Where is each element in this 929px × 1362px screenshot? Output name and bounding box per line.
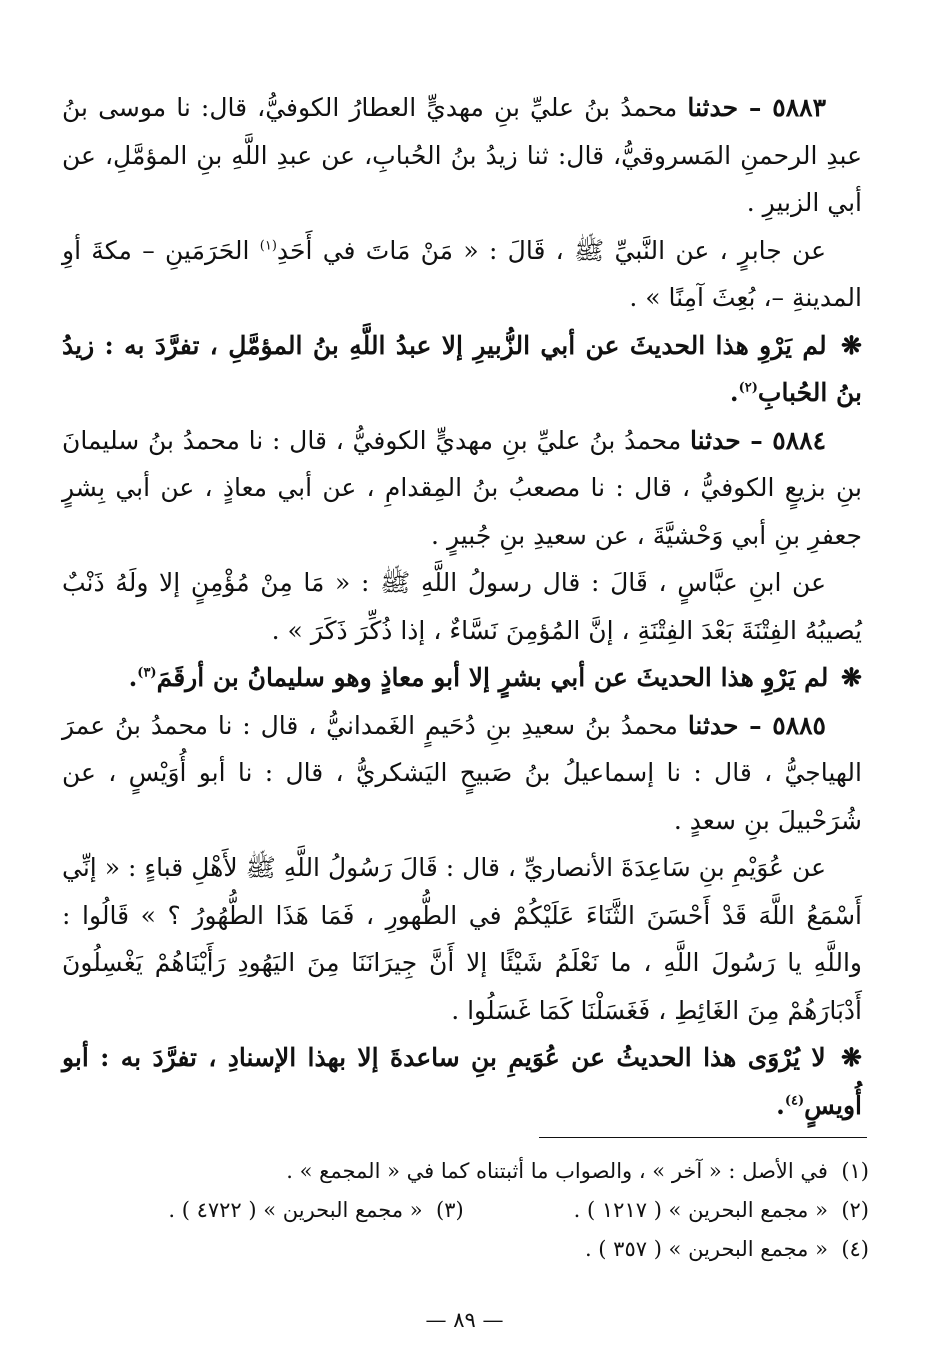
footnote-text: « مجمع البحرين » ( ١٢١٧ ) . [573, 1198, 828, 1222]
hadith-5884-note [62, 654, 862, 702]
hadith-5885-note [62, 1034, 862, 1129]
footnotes-section [69, 1152, 869, 1269]
matn-text: عن ابنِ عبَّاسٍ ، قَالَ : قال رسولُ اللَّهِ ﷺ : « مَا مِنْ مُؤْمِنٍ إلا ولَهُ ذَنْبٌ يُصيبُهُ الفِتْنَةَ بَعْدَ الفِتْنَةِ ، إنَّ المُؤمِنَ نَسَّاءٌ ، إذا ذُكِّرَ ذَكَرَ » . [62, 568, 862, 645]
footnote-number: (٢) [841, 1198, 869, 1222]
hadith-5884-matn [62, 559, 862, 654]
isnad-text: محمدُ بنُ عليِّ بنِ مهديٍّ العطارُ الكوفيُّ، قال: نا موسى بنُ عبدِ الرحمنِ المَسروقيُّ، قال: ثنا زيدُ بنُ الحُبابِ، عن عبدِ اللَّهِ بنِ المؤمَّلِ، عن أبي الزبيرِ . [62, 93, 862, 217]
matn-text: عن عُوَيْمِ بنِ سَاعِدَةَ الأنصاريِّ ، قال : قَالَ رَسُولُ اللَّهِ ﷺ لأَهْلِ قباءٍ : « إنِّي أَسْمَعُ اللَّهَ قَدْ أَحْسَنَ الثَّنَاءَ عَلَيْكُمْ في الطُّهورِ ، فَمَا هَذَا الطُّهُورُ ؟ » قَالُوا : واللَّهِ يا رَسُولَ اللَّهِ ، ما نَعْلَمُ شَيْئًا إلا أَنَّ جِيرَانَنَا مِنَ اليَهُودِ رَأَيْنَاهُمْ يَغْسِلُونَ أَدْبَارَهُمْ مِنَ الغَائِطِ ، فَغَسَلْنَا كَمَا غَسَلُوا . [62, 853, 862, 1025]
note-text: لم يَرْوِ هذا الحديثَ عن أبي الزُّبيرِ إلا عبدُ اللَّهِ بنُ المؤمَّلِ ، تفرَّدَ به : زيدُ بنُ الحُبابِ [62, 330, 862, 407]
footnote-mark: (٣) [137, 665, 157, 681]
isnad-text: محمدُ بنُ عليِّ بنِ مهديٍّ الكوفيُّ ، قال : نا محمدُ بنُ سليمانَ بنِ بزيعٍ الكوفيُّ ، قال : نا مصعبُ بنُ المِقدامِ ، عن أبي معاذٍ ، عن أبي بِشرٍ جعفرِ بنِ أبي وَحْشيَّةَ ، عن سعيدِ بنِ جُبيرٍ . [62, 425, 862, 550]
hadith-5883-isnad [62, 84, 862, 227]
footnote-text: في الأصل : « آخر » ، والصواب ما أثبتناه كما في « المجمع » . [286, 1159, 828, 1183]
note-end: . [128, 663, 138, 692]
star-ornament-icon: ❋ [841, 663, 862, 692]
note-text: لم يَرْوِ هذا الحديثَ عن أبي بشرٍ إلا أبو معاذٍ وهو سليمانُ بن أرقَمَ [156, 663, 829, 692]
hadith-5883-note [62, 322, 862, 417]
footnote-number: (٣) [435, 1198, 464, 1222]
hadith-5885-isnad [62, 702, 862, 845]
hadith-dash: – [738, 93, 773, 122]
note-end: . [729, 378, 739, 407]
matn-text: عن جابرٍ ، عن النَّبيِّ ﷺ ، قَالَ : « مَنْ مَاتَ في أَحَدِ [276, 235, 826, 265]
note-text: لا يُرْوَى هذا الحديثُ عن عُوَيمِ بنِ ساعدةَ إلا بهذا الإسنادِ ، تفرَّدَ به : أبو أُويسٍ [62, 1043, 862, 1120]
footnote-3 [168, 1191, 463, 1230]
footnote-4 [69, 1230, 869, 1269]
star-ornament-icon: ❋ [841, 1043, 862, 1072]
hadith-5884-isnad [62, 417, 862, 560]
isnad-text: محمدُ بنُ سعيدِ بنِ دُحَيمٍ الغَمدانيُّ ، قال : نا محمدُ بنُ عمرَ الهياجيُّ ، قال : نا إسماعيلُ بنُ صَبيحٍ اليَشكريُّ ، قال : نا أبو أُوَيْسٍ ، عن شُرَحْبيلَ بنِ سعدٍ . [62, 710, 862, 835]
star-ornament-icon: ❋ [841, 330, 862, 360]
note-end: . [776, 1090, 785, 1120]
footnote-mark: (٤) [784, 1093, 805, 1109]
footnote-number: (١) [841, 1159, 869, 1183]
haddathana-label: حدثنا [690, 425, 741, 455]
footnote-mark: (١) [259, 238, 277, 254]
footnote-text: « مجمع البحرين » ( ٣٥٧ ) . [584, 1237, 828, 1261]
footnote-mark: (٢) [738, 380, 758, 396]
footnote-2 [574, 1191, 869, 1230]
page-number: — ٨٩ — [425, 1308, 504, 1332]
footnote-number: (٤) [841, 1237, 869, 1261]
footnote-1 [69, 1152, 869, 1191]
hadith-number: ٥٨٨٤ [772, 425, 826, 455]
hadith-number: ٥٨٨٥ [772, 710, 826, 740]
main-text [62, 84, 862, 1129]
footnote-row-2-3 [69, 1191, 869, 1230]
hadith-dash: – [738, 710, 773, 740]
footnote-text: « مجمع البحرين » ( ٤٧٢٢ ) . [168, 1198, 423, 1222]
hadith-dash: – [740, 425, 773, 455]
matn-text-continued: الحَرَمَينِ – مكةَ أوِ المدينةِ –، بُعِثَ آمِنًا » . [62, 235, 862, 312]
haddathana-label: حدثنا [687, 93, 739, 122]
hadith-5885-matn [62, 844, 862, 1034]
hadith-5883-matn [62, 227, 862, 322]
haddathana-label: حدثنا [687, 710, 739, 740]
hadith-number: ٥٨٨٣ [772, 93, 826, 122]
footnote-separator [539, 1137, 867, 1138]
